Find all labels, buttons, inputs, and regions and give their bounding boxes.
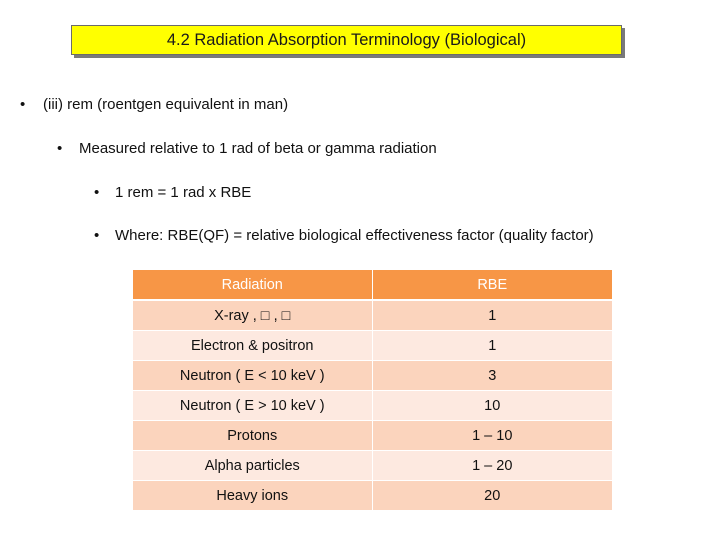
bullet-marker: • bbox=[57, 140, 63, 157]
bullet-text: (iii) rem (roentgen equivalent in man) bbox=[43, 96, 289, 113]
rbe-cell: 10 bbox=[372, 391, 612, 421]
bullet-text: Measured relative to 1 rad of beta or gamma radiation bbox=[79, 140, 437, 157]
radiation-cell: Protons bbox=[133, 421, 372, 451]
column-header-radiation: Radiation bbox=[133, 270, 372, 300]
rbe-cell: 20 bbox=[372, 481, 612, 511]
table-row bbox=[133, 331, 612, 361]
rbe-table bbox=[133, 270, 612, 511]
radiation-cell: Heavy ions bbox=[133, 481, 372, 511]
table-row bbox=[133, 300, 612, 331]
rbe-cell: 3 bbox=[372, 361, 612, 391]
table-row bbox=[133, 361, 612, 391]
bullet-marker: • bbox=[94, 227, 100, 244]
table-row bbox=[133, 481, 612, 511]
bullet-marker: • bbox=[94, 184, 100, 201]
slide-title-text: 4.2 Radiation Absorption Terminology (Biological) bbox=[166, 30, 527, 49]
bullet-text: Where: RBE(QF) = relative biological effectiveness factor (quality factor) bbox=[115, 227, 594, 244]
table-row bbox=[133, 391, 612, 421]
bullet-text: 1 rem = 1 rad x RBE bbox=[115, 184, 252, 201]
rbe-cell: 1 bbox=[372, 300, 612, 331]
table-header-row bbox=[133, 270, 612, 300]
rbe-cell: 1 – 20 bbox=[372, 451, 612, 481]
radiation-cell: Alpha particles bbox=[133, 451, 372, 481]
rbe-cell: 1 bbox=[372, 331, 612, 361]
slide-title bbox=[71, 25, 622, 55]
bullet-marker: • bbox=[20, 96, 26, 113]
column-header-rbe: RBE bbox=[372, 270, 612, 300]
radiation-cell: Neutron ( E > 10 keV ) bbox=[133, 391, 372, 421]
table-row bbox=[133, 451, 612, 481]
rbe-cell: 1 – 10 bbox=[372, 421, 612, 451]
radiation-cell: Neutron ( E < 10 keV ) bbox=[133, 361, 372, 391]
radiation-cell: Electron & positron bbox=[133, 331, 372, 361]
radiation-cell: X-ray , □ , □ bbox=[133, 300, 372, 331]
table-row bbox=[133, 421, 612, 451]
